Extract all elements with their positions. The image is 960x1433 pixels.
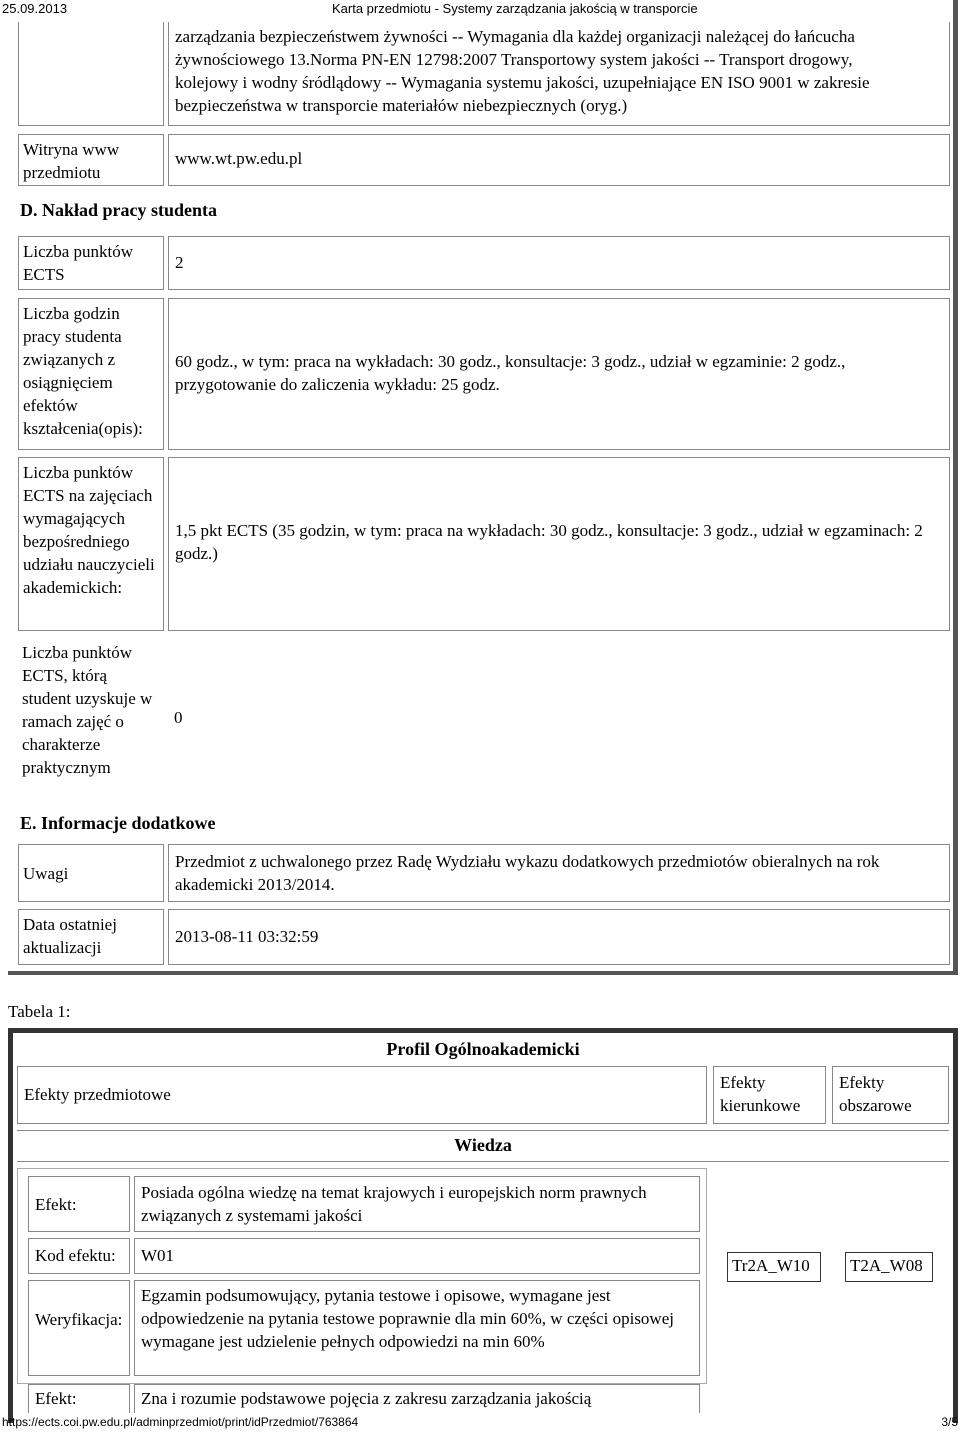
hours-label: Liczba godzin pracy studenta związanych z osiągnięciem efektów kształcenia(opis): (18, 298, 164, 450)
print-footer (0, 1413, 960, 1433)
literature-continuation (168, 22, 950, 126)
literature-label-cell (18, 22, 164, 126)
hours-value: 60 godz., w tym: praca na wykładach: 30 godz., konsultacje: 3 godz., udział w egzaminie: 2 godz., przygotowanie do zaliczenia wykładu: 25 godz. (168, 298, 950, 450)
section-d-title: D. Nakład pracy studenta (20, 200, 218, 220)
effect-label: Efekt: (28, 1176, 130, 1232)
literature-line: zarządzania bezpieczeństwem żywności -- Wymagania dla każdej organizacji należącej do łańcucha (175, 27, 855, 46)
notes-value: Przedmiot z uchwalonego przez Radę Wydziału wykazu dodatkowych przedmiotów obieralnych na rok akademicki 2013/2014. (168, 844, 950, 902)
profile-header: Profil Ogólnoakademicki (386, 1039, 580, 1059)
group-header: Wiedza (17, 1130, 949, 1162)
practical-label (18, 638, 164, 802)
updated-value: 2013-08-11 03:32:59 (168, 909, 950, 965)
print-date: 25.09.2013 (2, 1, 68, 16)
effect2-text: Zna i rozumie podstawowe pojęcia z zakresu zarządzania jakością (134, 1384, 700, 1413)
code-label: Kod efektu: (28, 1238, 130, 1274)
col-effects-header: Efekty przedmiotowe (17, 1066, 707, 1124)
website-label: Witryna www przedmiotu (18, 134, 164, 186)
direct-label: Liczba punktów ECTS na zajęciach wymagających bezpośredniego udziału nauczycieli akademickich: (18, 457, 164, 631)
direct-value: 1,5 pkt ECTS (35 godzin, w tym: praca na wykładach: 30 godz., konsultacje: 3 godz., udział w egzaminach: 2 godz.) (168, 457, 950, 631)
print-url[interactable]: https://ects.coi.pw.edu.pl/adminprzedmiot/print/idPrzedmiot/763864 (2, 1415, 359, 1429)
verification-label: Weryfikacja: (28, 1280, 130, 1376)
ects-value: 2 (168, 236, 950, 290)
practical-value: 0 (174, 708, 183, 727)
literature-line: kolejowy i wodny śródlądowy -- Wymagania systemu jakości, uzupełniające EN ISO 9001 w zakresie (175, 73, 870, 92)
print-title: Karta przedmiotu - Systemy zarządzania jakością w transporcie (332, 1, 698, 16)
website-value[interactable]: www.wt.pw.edu.pl (168, 134, 950, 186)
section-e-title: E. Informacje dodatkowe (20, 813, 216, 833)
verification-text: Egzamin podsumowujący, pytania testowe i opisowe, wymagane jest odpowiedzenie na pytania testowe poprawnie dla min 60%, w części opisowej wymagane jest udzielenie pełnych odpowiedzi na min 60% (134, 1280, 700, 1376)
literature-line: żywnościowego 13.Norma PN-EN 12798:2007 Transportowy system jakości -- Transport drogowy, (175, 50, 853, 69)
page-number: 3/5 (941, 1415, 958, 1429)
updated-label: Data ostatniej aktualizacji (18, 909, 164, 965)
col-area-header: Efekty obszarowe (832, 1066, 949, 1124)
code-value: W01 (134, 1238, 700, 1274)
area-effect-code: T2A_W08 (845, 1252, 933, 1282)
col-major-header: Efekty kierunkowe (713, 1066, 826, 1124)
table1-caption: Tabela 1: (8, 1002, 71, 1021)
practical-label-text: Liczba punktów ECTS, którą student uzyskuje w ramach zajęć o charakterze praktycznym (22, 643, 153, 777)
major-effect-code: Tr2A_W10 (727, 1252, 821, 1282)
notes-label: Uwagi (18, 844, 164, 902)
ects-label: Liczba punktów ECTS (18, 236, 164, 290)
effect-text: Posiada ogólna wiedzę na temat krajowych i europejskich norm prawnych związanych z systemami jakości (134, 1176, 700, 1232)
effect2-label: Efekt: (28, 1384, 130, 1413)
literature-line: bezpieczeństwa w transporcie materiałów niebezpiecznych (oryg.) (175, 96, 628, 115)
